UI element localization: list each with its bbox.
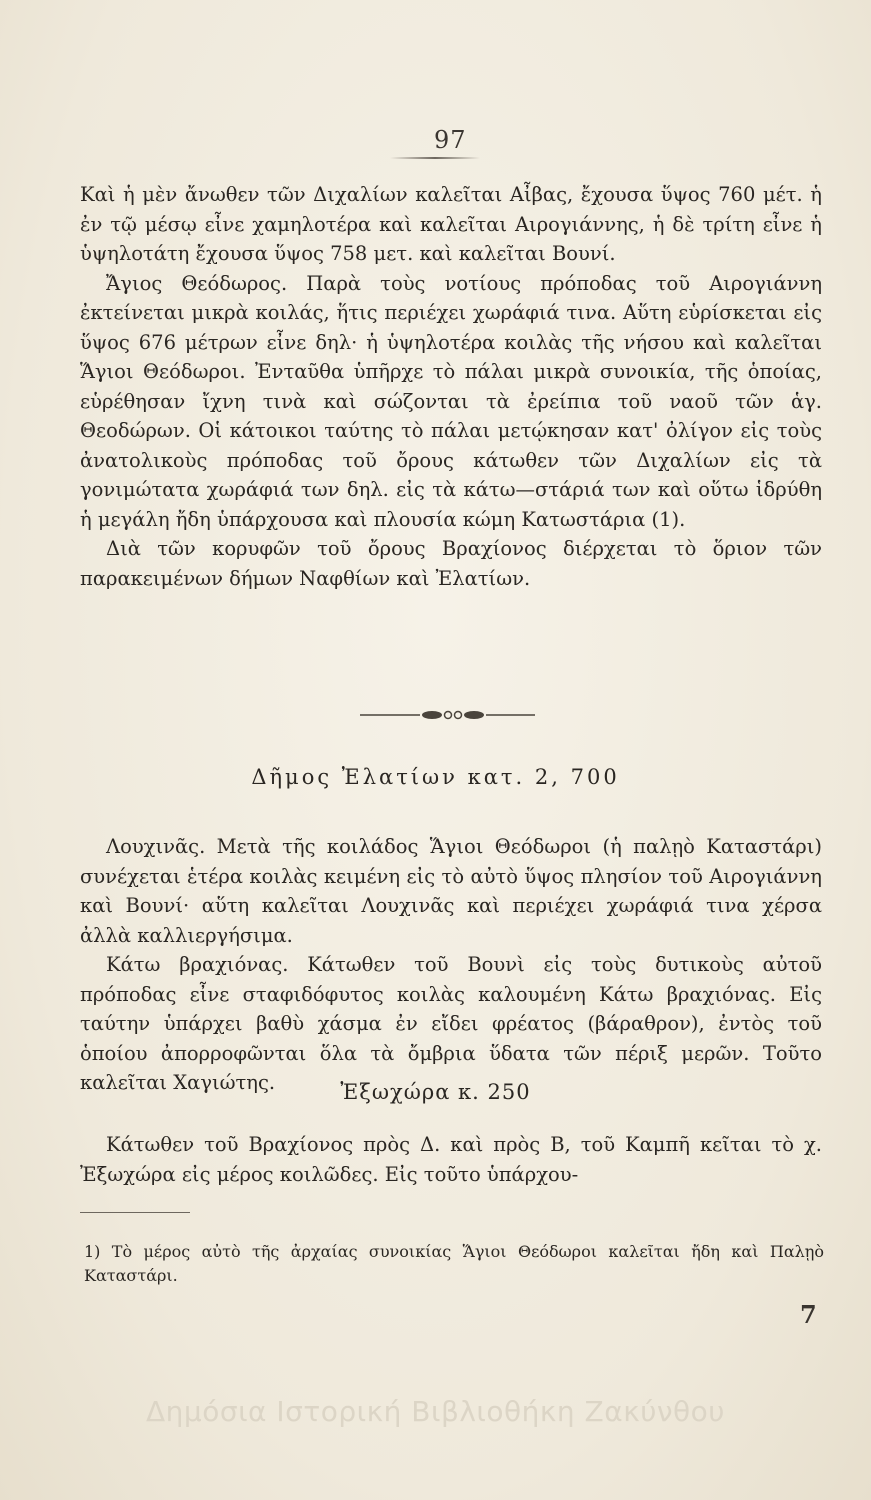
library-watermark: Δημόσια Ιστορική Βιβλιοθήκη Ζακύνθου (145, 1395, 725, 1428)
signature-mark: 7 (800, 1300, 817, 1329)
footnote-text: 1) Τὸ μέρος αὐτὸ τῆς ἀρχαίας συνοικίας Ἅγιοι Θεόδωροι καλεῖται ἤδη καὶ Παλῃὸ Καταστάρι. (84, 1242, 824, 1285)
paragraph: Καὶ ἡ μὲν ἄνωθεν τῶν Διχαλίων καλεῖται Αἶβας, ἔχουσα ὕψος 760 μέτ. ἡ ἐν τῷ μέσῳ εἶνε χαμηλοτέρα καὶ καλεῖται Αιρογιάννης, ἡ δὲ τρίτη εἶνε ἡ ὑψηλοτάτη ἔχουσα ὕψος 758 μετ. καὶ καλεῖται Βουνί. (80, 183, 822, 265)
paragraph: Κάτωθεν τοῦ Βραχίονος πρὸς Δ. καὶ πρὸς Β, τοῦ Καμπῆ κεῖται τὸ χ. Ἐξωχώρα εἰς μέρος κοιλῶδες. Εἰς τοῦτο ὑπάρχου- (80, 1133, 822, 1186)
section-2-text (80, 832, 822, 1098)
subsection-heading: Ἐξωχώρα κ. 250 (340, 1080, 531, 1104)
page-number: 97 (434, 126, 467, 154)
section-heading: Δῆμος Ἐλατίων κατ. 2, 700 (251, 765, 620, 789)
page-number-rule (390, 157, 480, 159)
section-1-text (80, 180, 822, 593)
paragraph: Ἄγιος Θεόδωρος. Παρὰ τοὺς νοτίους πρόποδας τοῦ Αιρογιάννη ἐκτείνεται μικρὰ κοιλάς, ἥτις περιέχει χωράφιά τινα. Αὕτη εὑρίσκεται εἰς ὕψος 676 μέτρων εἶνε δηλ· ἡ ὑψηλοτέρα κοιλὰς τῆς νήσου καὶ καλεῖται Ἅγιοι Θεόδωροι. Ἐνταῦθα ὑπῆρχε τὸ πάλαι μικρὰ συνοικία, τῆς ὁποίας, εὑρέθησαν ἴχνη τινὰ καὶ σώζονται τὰ ἐρείπια τοῦ ναοῦ τῶν ἁγ. Θεοδώρων. Οἱ κάτοικοι ταύτης τὸ πάλαι μετῴκησαν κατ' ὀλίγον εἰς τοὺς ἀνατολικοὺς πρόποδας τοῦ ὄρους κάτωθεν τῶν Διχαλίων εἰς τὰ γονιμώτατα χωράφιά των δηλ. εἰς τὰ κάτω—στάριά των καὶ οὕτω ἱδρύθη ἡ μεγάλη ἤδη ὑπάρχουσα καὶ πλουσία κώμη Κατωστάρια (1). (80, 271, 822, 531)
paragraph: Λουχινᾶς. Μετὰ τῆς κοιλάδος Ἅγιοι Θεόδωροι (ἡ παλῃὸ Καταστάρι) συνέχεται ἑτέρα κοιλὰς κειμένη εἰς τὸ αὐτὸ ὕψος πλησίον τοῦ Αιρογιάννη καὶ Βουνί· αὕτη καλεῖται Λουχινᾶς καὶ περιέχει χωράφιά τινα χέρσα ἀλλὰ καλλιεργήσιμα. (80, 835, 822, 947)
footnote (84, 1240, 824, 1288)
section-3-text (80, 1130, 822, 1189)
footnote-rule (80, 1212, 190, 1213)
paragraph: Διὰ τῶν κορυφῶν τοῦ ὄρους Βραχίονος διέρχεται τὸ ὅριον τῶν παρακειμένων δήμων Ναφθίων καὶ Ἐλατίων. (80, 537, 822, 590)
ornament-divider (360, 709, 535, 721)
paragraph: Κάτω βραχιόνας. Κάτωθεν τοῦ Βουνὶ εἰς τοὺς δυτικοὺς αὐτοῦ πρόποδας εἶνε σταφιδόφυτος κοιλὰς καλουμένη Κάτω βραχιόνας. Εἰς ταύτην ὑπάρχει βαθὺ χάσμα ἐν εἴδει φρέατος (βάραθρον), ἐντὸς τοῦ ὁποίου ἀπορροφῶνται ὅλα τὰ ὄμβρια ὕδατα τῶν πέριξ μερῶν. Τοῦτο καλεῖται Χαγιώτης. (80, 953, 822, 1094)
